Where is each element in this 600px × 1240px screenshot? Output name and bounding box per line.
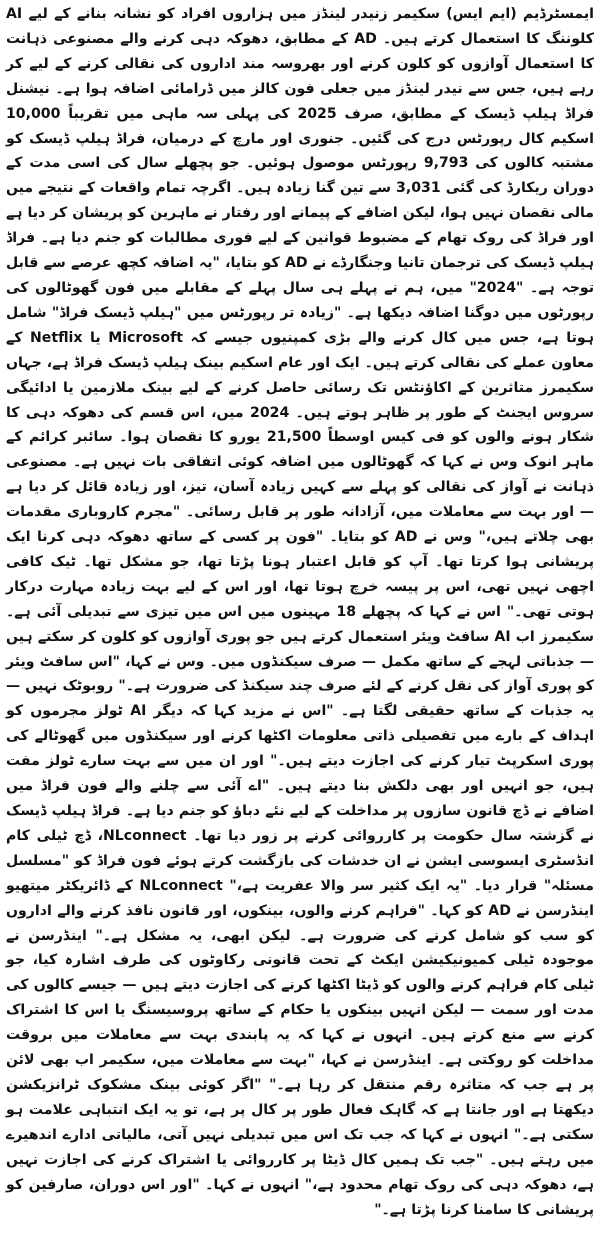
article-body: ایمسٹرڈیم (ایم ایس) سکیمر زنیدر لینڈز میں ہزاروں افراد کو نشانہ بنانے کے لیے AI کلوننگ کا استعمال کرتے ہیں۔ AD کے مطابق، دھوکہ دہی کرنے والے مصنوعی ذہانت کا استعمال آوازوں کو کلون کرنے اور بھروسہ مند اداروں کی نقالی کرنے کے لیے کر رہے ہیں، جس سے نیدر لینڈز میں جعلی فون کالز میں ڈرامائی اضافہ ہوا ہے۔ نیشنل فراڈ ہیلپ ڈیسک کے مطابق، صرف 2025 کی پہلی سہ ماہی میں تقریباً 10,000 اسکیم کال رپورٹس درج کی گئیں۔ جنوری اور مارچ کے درمیان، فراڈ ہیلپ ڈیسک کو مشتبہ کالوں کی 9,793 رپورٹس موصول ہوئیں۔ جو پچھلے سال کی اسی مدت کے دوران ریکارڈ کی گئی 3,031 سے تین گنا زیادہ ہیں۔ اگرچہ تمام واقعات کے نتیجے میں مالی نقصان نہیں ہوا، لیکن اضافے کے پیمانے اور رفتار نے ماہرین کو پریشان کر دیا ہے اور فراڈ کی روک تھام کے مضبوط قوانین کے لیے فوری مطالبات کو جنم دیا ہے۔ فراڈ ہیلپ ڈیسک کی ترجمان تانیا وجنگارڈے نے AD کو بتایا، "یہ اضافہ کچھ عرصے سے قابل توجہ ہے۔ "2024" میں، ہم نے پہلے ہی سال پہلے کے مقابلے میں فون گھوٹالوں کی رپورٹوں میں دوگنا اضافہ دیکھا ہے۔ "زیادہ تر رپورٹس میں "ہیلپ ڈیسک فراڈ" شامل ہوتا ہے، جس میں کال کرنے والے بڑی کمپنیوں جیسے کہ Microsoft یا Netflix کے معاون عملے کی نقالی کرتے ہیں۔ ایک اور عام اسکیم بینک ہیلپ ڈیسک فراڈ ہے، جہاں سکیمرز متاثرین کے اکاؤنٹس تک رسائی حاصل کرنے کے لیے بینک ملازمین یا ادائیگی سروس ایجنٹ کے طور پر ظاہر ہوتے ہیں۔ 2024 میں، اس قسم کی دھوکہ دہی کا شکار ہونے والوں کو فی کیس اوسطاً 21,500 یورو کا نقصان ہوا۔ سائبر کرائم کے ماہر انوک وس نے کہا کہ گھوٹالوں میں اضافہ کوئی اتفاقی بات نہیں ہے۔ مصنوعی ذہانت نے آواز کی نقالی کو پہلے سے کہیں زیادہ آسان، تیز، اور زیادہ قائل کر دیا ہے — اور بہت سے معاملات میں، آزادانہ طور پر قابل رسائی۔ "مجرم کاروباری مقدمات بھی چلاتے ہیں،" وس نے AD کو بتایا۔ "فون پر کسی کے ساتھ دھوکہ دہی کرنا ایک پریشانی ہوا کرتا تھا۔ آپ کو قابل اعتبار ہونا پڑتا تھا، جو مشکل تھا۔ ٹیک کافی اچھی نہیں تھی، اس پر پیسہ خرچ ہوتا تھا، اور اس کے لیے بہت زیادہ مہارت درکار ہوتی تھی۔" اس نے کہا کہ پچھلے 18 مہینوں میں اس میں تیزی سے تبدیلی آئی ہے۔ سکیمرز اب AI سافٹ ویئر استعمال کرتے ہیں جو پوری آوازوں کو کلون کر سکتے ہیں — جذباتی لہجے کے ساتھ مکمل — صرف سیکنڈوں میں۔ وس نے کہا، "اس سافٹ ویئر کو پوری آواز کی نقل کرنے کے لئے صرف چند سیکنڈ کی ضرورت ہے۔" روبوٹک نہیں — یہ جذبات کے ساتھ حقیقی لگتا ہے۔ "اس نے مزید کہا کہ دیگر AI ٹولز مجرموں کو اہداف کے بارے میں تفصیلی ذاتی معلومات اکٹھا کرنے اور سیکنڈوں میں گھوٹالے کی پوری اسکرپٹ تیار کرنے کی اجازت دیتے ہیں۔" اور ان میں سے بہت سارے ٹولز مفت ہیں، جو انہیں اور بھی دلکش بنا دیتے ہیں۔ "اے آئی سے چلنے والے فون فراڈ میں اضافے نے ڈچ قانون سازوں پر مداخلت کے لیے نئے دباؤ کو جنم دیا ہے۔ فراڈ ہیلپ ڈیسک نے گزشتہ سال حکومت پر کارروائی کرنے پر زور دیا تھا۔ NLconnect، ڈچ ٹیلی کام انڈسٹری ایسوسی ایشن نے ان خدشات کی بازگشت کرتے ہوئے فون فراڈ کو "مسلسل مسئلہ" قرار دیا۔ "یہ ایک کثیر سر والا عفریت ہے،" NLconnect کے ڈائریکٹر میتھیو اینڈرسن نے AD کو کہا۔ "فراہم کرنے والوں، بینکوں، اور قانون نافذ کرنے والے اداروں کو سب کو شامل کرنے کی ضرورت ہے۔ لیکن ابھی، یہ مشکل ہے۔" اینڈرسن نے موجودہ ٹیلی کمیونیکیشن ایکٹ کے تحت قانونی رکاوٹوں کی طرف اشارہ کیا، جو ٹیلی کام فراہم کرنے والوں کو ڈیٹا اکٹھا کرنے کی اجازت دیتے ہیں — جیسے کالوں کی مدت اور سمت — لیکن انہیں بینکوں یا حکام کے ساتھ پروسیسنگ یا اس کا اشتراک کرنے سے منع کرتے ہیں۔ انہوں نے کہا کہ یہ پابندی بہت سے معاملات میں بروقت مداخلت کو روکتی ہے۔ اینڈرسن نے کہا، "بہت سے معاملات میں، سکیمر اب بھی لائن پر ہے جب کہ متاثرہ رقم منتقل کر رہا ہے۔" "اگر کوئی بینک مشکوک ٹرانزیکشن دیکھتا ہے اور جانتا ہے کہ گاہک فعال طور پر کال پر ہے، تو یہ ایک انتباہی علامت ہو سکتی ہے۔" انہوں نے کہا کہ جب تک اس میں تبدیلی نہیں آتی، مالیاتی ادارے اندھیرے میں رہتے ہیں۔ "جب تک ہمیں کال ڈیٹا پر کارروائی یا اشتراک کرنے کی اجازت نہیں ہے، دھوکہ دہی کی روک تھام محدود ہے،" انہوں نے کہا۔ "اور اس دوران، صارفین کو پریشانی کا سامنا کرنا پڑتا ہے۔" [6, 6, 595, 1218]
